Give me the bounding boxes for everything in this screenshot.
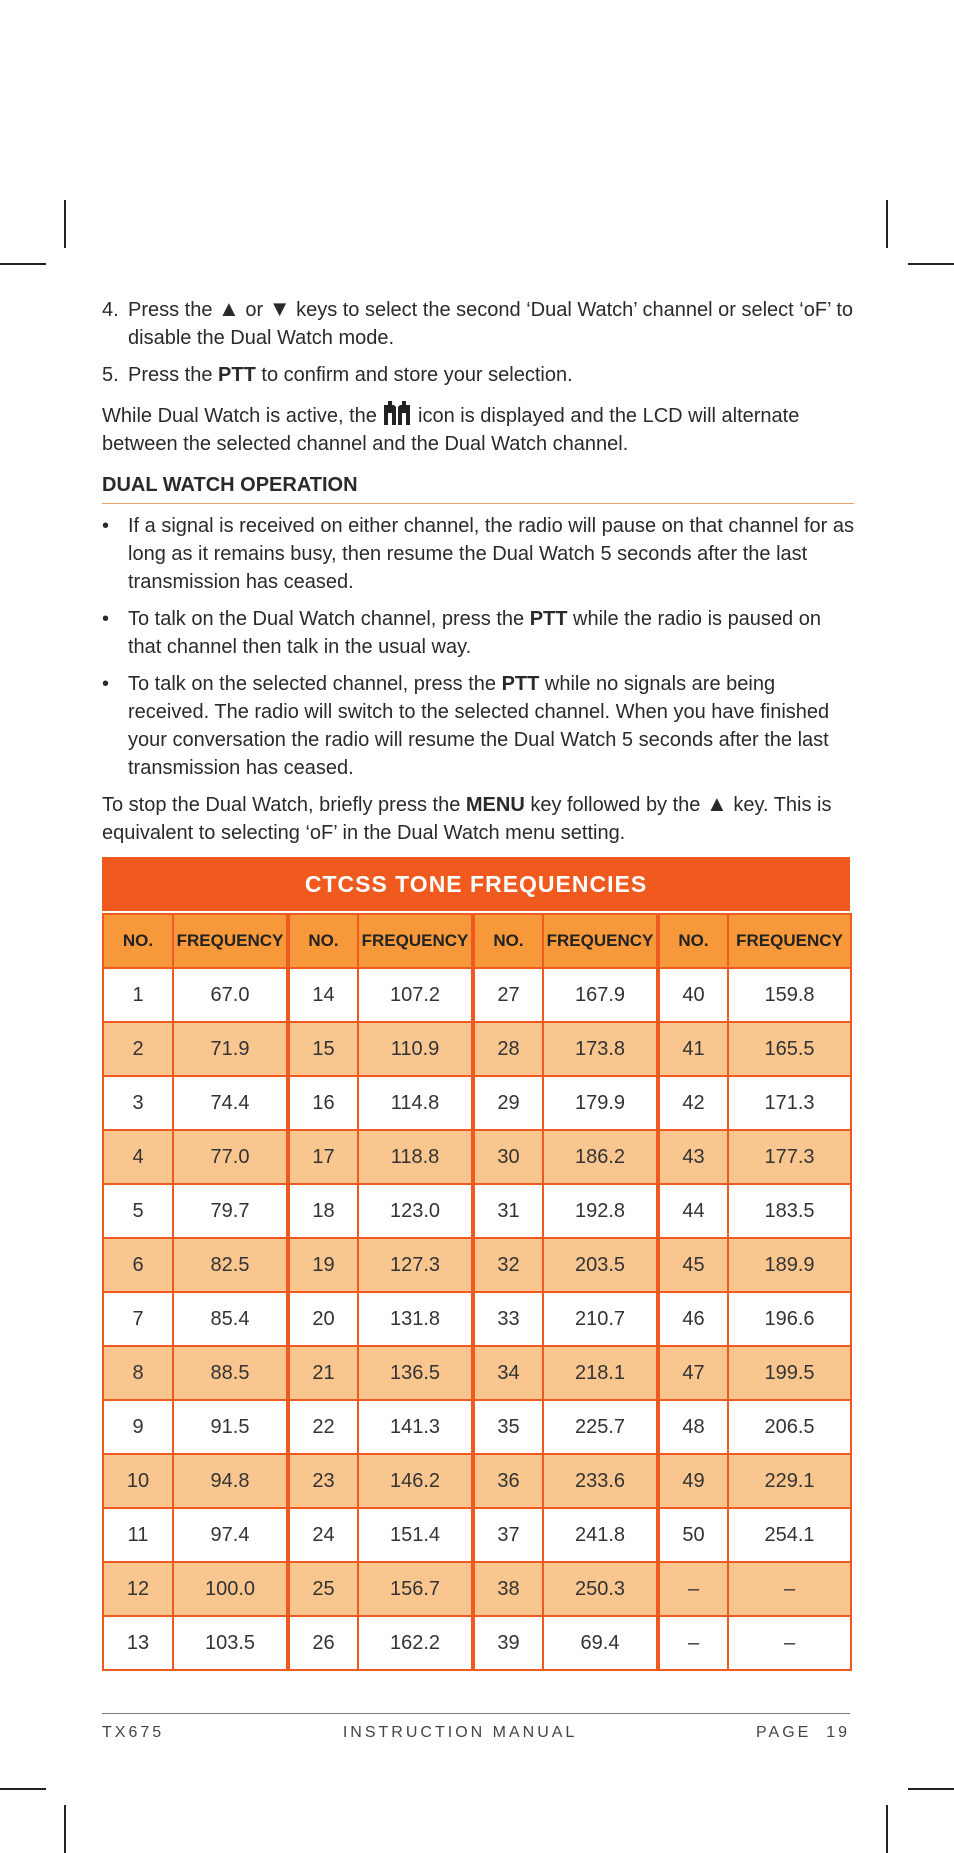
tone-number-cell: 45 xyxy=(658,1238,728,1292)
tone-number-cell: 20 xyxy=(288,1292,358,1346)
key-name: PTT xyxy=(218,364,256,386)
crop-mark xyxy=(908,263,954,265)
text-run: to confirm and store your selection. xyxy=(255,364,573,386)
intro-text-after: icon is displayed and the LCD will alternate between the selected channel and the Dual Watch channel. xyxy=(102,405,800,455)
column-header-frequency: FREQUENCY xyxy=(173,914,288,968)
tone-frequency-cell: 110.9 xyxy=(358,1022,473,1076)
text-run: while no signals are being received. The radio will switch to the selected channel. When you have finished your conversation the radio will resume the Dual Watch 5 seconds after the last transmission has ceased. xyxy=(128,673,830,779)
ctcss-table xyxy=(102,857,850,1671)
tone-number-cell: 2 xyxy=(103,1022,173,1076)
tone-frequency-cell: 94.8 xyxy=(173,1454,288,1508)
table-row xyxy=(103,1184,851,1238)
crop-mark xyxy=(64,1805,66,1853)
tone-frequency-cell: 82.5 xyxy=(173,1238,288,1292)
crop-mark xyxy=(886,1805,888,1853)
key-name: PTT xyxy=(501,673,540,695)
tone-frequency-cell: 151.4 xyxy=(358,1508,473,1562)
bullet-text xyxy=(128,605,854,661)
up-arrow-icon: ▲ xyxy=(218,296,240,321)
table-row xyxy=(103,1346,851,1400)
key-name: PTT xyxy=(529,608,568,630)
closing-paragraph xyxy=(102,791,854,847)
text-run: Press the xyxy=(128,299,219,321)
tone-frequency-cell: 183.5 xyxy=(728,1184,851,1238)
tone-frequency-cell: 229.1 xyxy=(728,1454,851,1508)
tone-number-cell: 26 xyxy=(288,1616,358,1670)
manual-title: INSTRUCTION MANUAL xyxy=(342,1724,578,1741)
tone-frequency-cell: 156.7 xyxy=(358,1562,473,1616)
tone-number-cell: 4 xyxy=(103,1130,173,1184)
text-run: If a signal is received on either channel, the radio will pause on that channel for as long as it remains busy, then resume the Dual Watch 5 seconds after the last transmission has ceased. xyxy=(128,515,854,593)
tone-frequency-cell: 241.8 xyxy=(543,1508,658,1562)
tone-frequency-cell: 103.5 xyxy=(173,1616,288,1670)
tone-number-cell: – xyxy=(658,1616,728,1670)
tone-frequency-cell: 206.5 xyxy=(728,1400,851,1454)
tone-frequency-cell: 107.2 xyxy=(358,968,473,1022)
column-header-no: NO. xyxy=(103,914,173,968)
tone-number-cell: 22 xyxy=(288,1400,358,1454)
tone-number-cell: 3 xyxy=(103,1076,173,1130)
tone-number-cell: 38 xyxy=(473,1562,543,1616)
crop-mark xyxy=(0,263,46,265)
body-text xyxy=(102,296,854,861)
table-title: CTCSS TONE FREQUENCIES xyxy=(102,857,850,911)
tone-number-cell: 5 xyxy=(103,1184,173,1238)
step-text xyxy=(128,361,854,389)
tone-number-cell: 40 xyxy=(658,968,728,1022)
table-row xyxy=(103,1076,851,1130)
tone-frequency-cell: 91.5 xyxy=(173,1400,288,1454)
dual-watch-icon xyxy=(382,401,412,427)
tone-number-cell: 24 xyxy=(288,1508,358,1562)
tone-frequency-cell: 171.3 xyxy=(728,1076,851,1130)
tone-number-cell: 46 xyxy=(658,1292,728,1346)
tone-number-cell: 13 xyxy=(103,1616,173,1670)
tone-number-cell: 6 xyxy=(103,1238,173,1292)
tone-frequency-cell: 74.4 xyxy=(173,1076,288,1130)
bullet-item xyxy=(102,670,854,782)
key-name: MENU xyxy=(465,794,525,816)
tone-number-cell: 15 xyxy=(288,1022,358,1076)
tone-number-cell: 42 xyxy=(658,1076,728,1130)
tone-frequency-cell: 67.0 xyxy=(173,968,288,1022)
tone-frequency-cell: 196.6 xyxy=(728,1292,851,1346)
tone-number-cell: 36 xyxy=(473,1454,543,1508)
tone-number-cell: 27 xyxy=(473,968,543,1022)
tone-number-cell: 18 xyxy=(288,1184,358,1238)
tone-number-cell: 29 xyxy=(473,1076,543,1130)
text-run: To stop the Dual Watch, briefly press the xyxy=(102,794,466,816)
column-header-frequency: FREQUENCY xyxy=(728,914,851,968)
tone-frequency-cell: 218.1 xyxy=(543,1346,658,1400)
tone-number-cell: – xyxy=(658,1562,728,1616)
tone-frequency-cell: 254.1 xyxy=(728,1508,851,1562)
tone-number-cell: 48 xyxy=(658,1400,728,1454)
section-heading: DUAL WATCH OPERATION xyxy=(102,472,854,504)
table-row xyxy=(103,1562,851,1616)
table-row xyxy=(103,1130,851,1184)
bullet-dot-icon: • xyxy=(102,608,110,630)
tone-frequency-cell: 177.3 xyxy=(728,1130,851,1184)
text-run: or xyxy=(239,299,269,321)
page-number: PAGE 19 xyxy=(756,1724,850,1741)
tone-frequency-cell: 141.3 xyxy=(358,1400,473,1454)
tone-number-cell: 19 xyxy=(288,1238,358,1292)
tone-number-cell: 30 xyxy=(473,1130,543,1184)
table-row xyxy=(103,1022,851,1076)
tone-number-cell: 16 xyxy=(288,1076,358,1130)
column-header-no: NO. xyxy=(658,914,728,968)
tone-frequency-cell: 100.0 xyxy=(173,1562,288,1616)
tone-frequency-cell: 69.4 xyxy=(543,1616,658,1670)
tone-number-cell: 11 xyxy=(103,1508,173,1562)
down-arrow-icon: ▼ xyxy=(268,296,291,321)
tone-frequency-cell: – xyxy=(728,1616,851,1670)
tone-frequency-cell: 210.7 xyxy=(543,1292,658,1346)
table-row xyxy=(103,1454,851,1508)
tone-number-cell: 49 xyxy=(658,1454,728,1508)
step-list xyxy=(102,296,854,389)
tone-number-cell: 8 xyxy=(103,1346,173,1400)
tone-frequency-cell: 85.4 xyxy=(173,1292,288,1346)
bullet-item xyxy=(102,512,854,596)
crop-mark xyxy=(886,200,888,248)
tone-frequency-cell: 192.8 xyxy=(543,1184,658,1238)
tone-frequency-cell: 77.0 xyxy=(173,1130,288,1184)
tone-frequency-cell: 162.2 xyxy=(358,1616,473,1670)
tone-number-cell: 7 xyxy=(103,1292,173,1346)
tone-frequency-cell: 203.5 xyxy=(543,1238,658,1292)
text-run: keys to select the second ‘Dual Watch’ channel or select ‘oF’ to disable the Dual Watch mode. xyxy=(128,299,854,349)
tone-frequency-cell: – xyxy=(728,1562,851,1616)
table-header-row xyxy=(103,914,851,968)
tone-frequency-cell: 159.8 xyxy=(728,968,851,1022)
tone-number-cell: 34 xyxy=(473,1346,543,1400)
tone-frequency-cell: 79.7 xyxy=(173,1184,288,1238)
bullet-dot-icon: • xyxy=(102,673,110,695)
column-header-no: NO. xyxy=(288,914,358,968)
table-row xyxy=(103,1616,851,1670)
crop-mark xyxy=(0,1788,46,1790)
up-arrow-icon: ▲ xyxy=(705,791,728,816)
tone-number-cell: 41 xyxy=(658,1022,728,1076)
step-text xyxy=(128,296,854,352)
bullet-text xyxy=(128,670,854,782)
tone-number-cell: 21 xyxy=(288,1346,358,1400)
tone-frequency-cell: 199.5 xyxy=(728,1346,851,1400)
tone-number-cell: 10 xyxy=(103,1454,173,1508)
step-item xyxy=(102,296,854,352)
table-row xyxy=(103,1238,851,1292)
tone-number-cell: 31 xyxy=(473,1184,543,1238)
table-row xyxy=(103,968,851,1022)
tone-number-cell: 50 xyxy=(658,1508,728,1562)
tone-number-cell: 39 xyxy=(473,1616,543,1670)
text-run: key followed by the xyxy=(524,794,706,816)
tone-number-cell: 9 xyxy=(103,1400,173,1454)
tone-number-cell: 32 xyxy=(473,1238,543,1292)
text-run: Press the xyxy=(128,364,219,386)
step-number: 4. xyxy=(102,299,119,321)
tone-number-cell: 23 xyxy=(288,1454,358,1508)
tone-frequency-cell: 97.4 xyxy=(173,1508,288,1562)
model-name: TX675 xyxy=(102,1724,165,1741)
tone-frequency-cell: 167.9 xyxy=(543,968,658,1022)
tone-frequency-cell: 179.9 xyxy=(543,1076,658,1130)
crop-mark xyxy=(908,1788,954,1790)
tone-frequency-cell: 165.5 xyxy=(728,1022,851,1076)
dual-watch-intro xyxy=(102,401,854,458)
tone-number-cell: 37 xyxy=(473,1508,543,1562)
tone-number-cell: 43 xyxy=(658,1130,728,1184)
tone-frequency-cell: 131.8 xyxy=(358,1292,473,1346)
tone-frequency-cell: 250.3 xyxy=(543,1562,658,1616)
intro-text-before: While Dual Watch is active, the xyxy=(102,405,383,427)
step-number: 5. xyxy=(102,364,119,386)
tone-frequency-cell: 123.0 xyxy=(358,1184,473,1238)
tone-frequency-cell: 173.8 xyxy=(543,1022,658,1076)
tone-frequency-cell: 136.5 xyxy=(358,1346,473,1400)
column-header-frequency: FREQUENCY xyxy=(358,914,473,968)
tone-frequency-cell: 118.8 xyxy=(358,1130,473,1184)
tone-frequency-cell: 71.9 xyxy=(173,1022,288,1076)
table-row xyxy=(103,1292,851,1346)
tone-number-cell: 14 xyxy=(288,968,358,1022)
crop-mark xyxy=(64,200,66,248)
tone-frequency-cell: 88.5 xyxy=(173,1346,288,1400)
bullet-list xyxy=(102,512,854,782)
text-run: key. This is equivalent to selecting ‘oF’ in the Dual Watch menu setting. xyxy=(102,794,832,844)
text-run: To talk on the Dual Watch channel, press the xyxy=(128,608,530,630)
text-run: while the radio is paused on that channel then talk in the usual way. xyxy=(128,608,821,658)
tone-number-cell: 47 xyxy=(658,1346,728,1400)
tone-number-cell: 35 xyxy=(473,1400,543,1454)
tone-frequency-cell: 146.2 xyxy=(358,1454,473,1508)
bullet-dot-icon: • xyxy=(102,515,110,537)
column-header-frequency: FREQUENCY xyxy=(543,914,658,968)
tone-number-cell: 44 xyxy=(658,1184,728,1238)
tone-frequency-cell: 233.6 xyxy=(543,1454,658,1508)
tone-number-cell: 33 xyxy=(473,1292,543,1346)
table-row xyxy=(103,1508,851,1562)
table-row xyxy=(103,1400,851,1454)
tone-frequency-cell: 114.8 xyxy=(358,1076,473,1130)
text-run: To talk on the selected channel, press the xyxy=(128,673,502,695)
bullet-item xyxy=(102,605,854,661)
tone-frequency-cell: 225.7 xyxy=(543,1400,658,1454)
tone-frequency-cell: 189.9 xyxy=(728,1238,851,1292)
tone-number-cell: 17 xyxy=(288,1130,358,1184)
tone-number-cell: 25 xyxy=(288,1562,358,1616)
tone-number-cell: 28 xyxy=(473,1022,543,1076)
page-footer xyxy=(102,1713,850,1742)
tone-number-cell: 12 xyxy=(103,1562,173,1616)
step-item xyxy=(102,361,854,389)
tone-number-cell: 1 xyxy=(103,968,173,1022)
tone-frequency-cell: 127.3 xyxy=(358,1238,473,1292)
bullet-text xyxy=(128,512,854,596)
tone-frequency-cell: 186.2 xyxy=(543,1130,658,1184)
column-header-no: NO. xyxy=(473,914,543,968)
frequency-table xyxy=(102,913,852,1671)
